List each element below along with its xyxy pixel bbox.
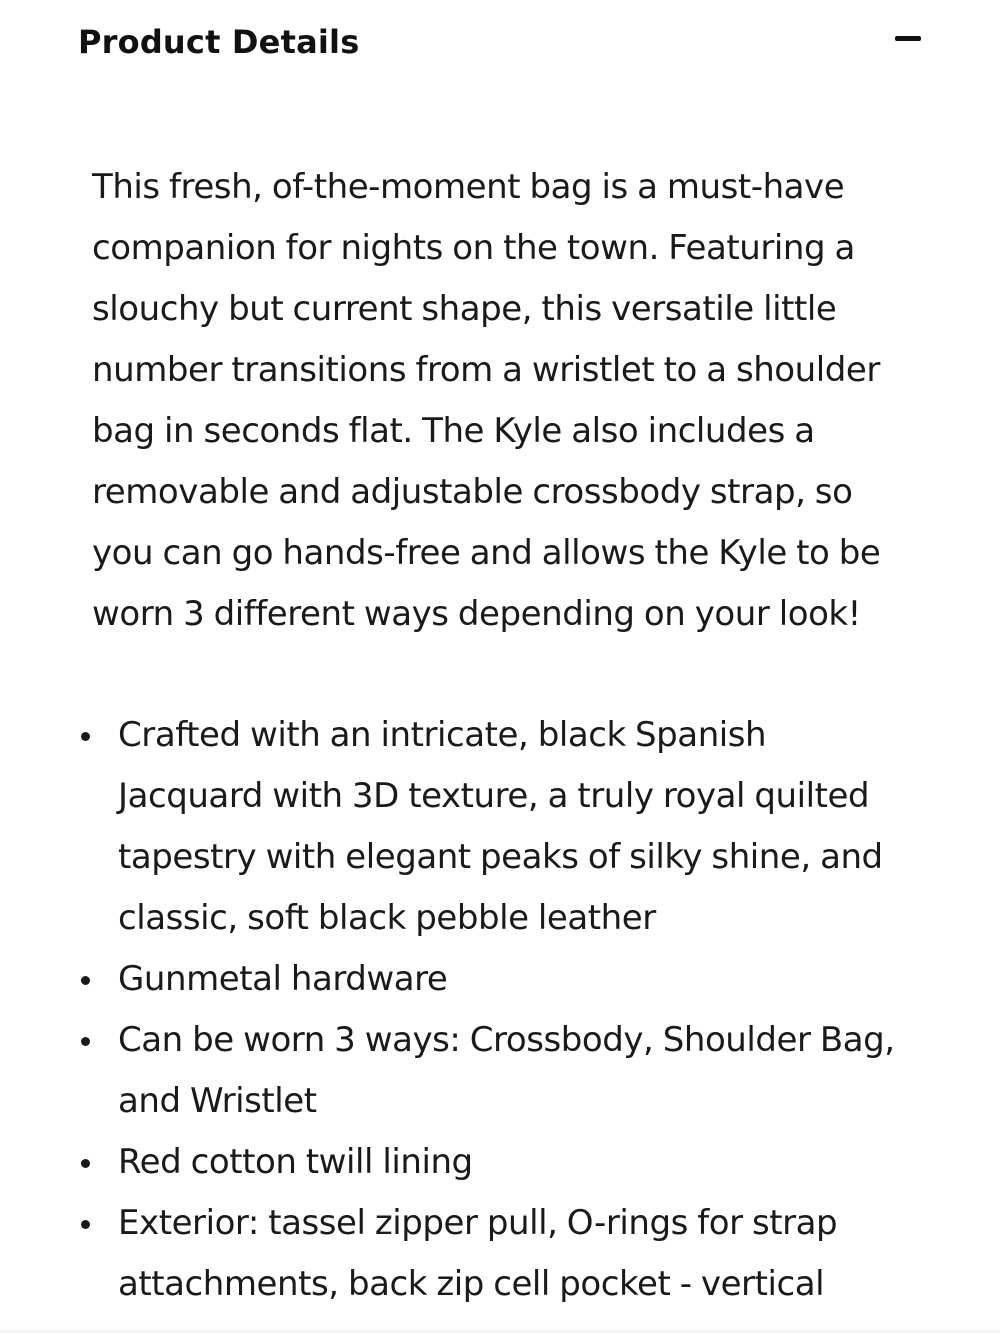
bullet-icon — [81, 732, 90, 741]
feature-item-lining — [118, 1132, 918, 1193]
product-description: This fresh, of-the-moment bag is a must-have companion for nights on the town. Featuring a slouchy but current shape, this versatile little number transitions from a wristlet to a shoulder bag in seconds flat. The Kyle also includes a removable and adjustable crossbody strap, so you can go hands-free and allows the Kyle to be worn 3 different ways depending on your look! — [92, 167, 881, 634]
feature-item-material — [118, 705, 918, 949]
product-details-header[interactable] — [0, 0, 1000, 90]
feature-item-hardware — [118, 949, 918, 1010]
feature-text: Red cotton twill lining — [118, 1142, 473, 1182]
product-details-title: Product Details — [78, 23, 360, 61]
page-bottom-edge — [0, 1327, 1000, 1333]
feature-text: Crafted with an intricate, black Spanish Jacquard with 3D texture, a truly royal quilted tapestry with elegant peaks of silky shine, and classic, soft black pebble leather — [118, 715, 883, 938]
product-features-list — [118, 705, 918, 1315]
feature-text: Can be worn 3 ways: Crossbody, Shoulder Bag, and Wristlet — [118, 1020, 895, 1121]
collapse-button[interactable] — [884, 18, 934, 58]
feature-item-wear-ways — [118, 1010, 918, 1132]
bullet-icon — [81, 1037, 90, 1046]
bullet-icon — [81, 1220, 90, 1229]
feature-text: Exterior: tassel zipper pull, O-rings for strap attachments, back zip cell pocket - vertical — [118, 1203, 838, 1304]
bullet-icon — [81, 976, 90, 985]
feature-text: Gunmetal hardware — [118, 959, 448, 999]
bullet-icon — [81, 1159, 90, 1168]
minus-icon — [895, 36, 921, 41]
feature-item-exterior — [118, 1193, 918, 1315]
